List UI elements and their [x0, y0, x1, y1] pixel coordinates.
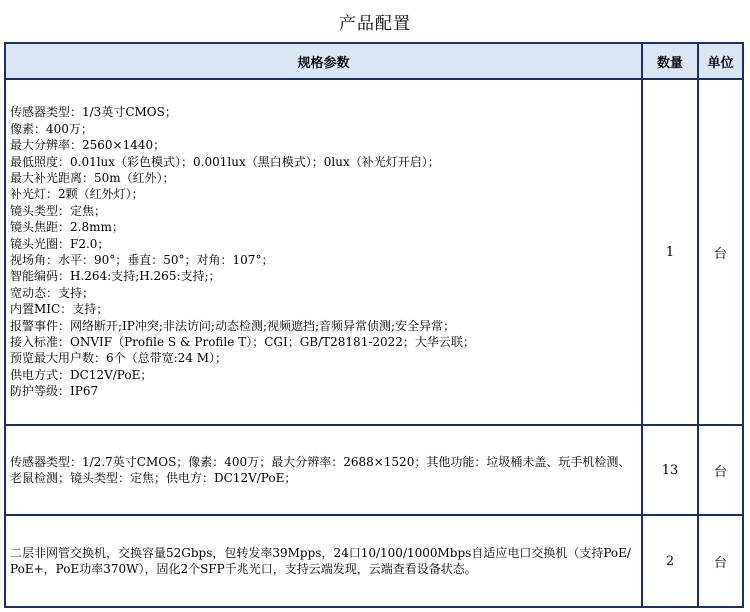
unit-cell: 台	[698, 425, 743, 515]
spec-line: 最大补光距离：50m（红外）；	[10, 170, 175, 185]
spec-line: 最大分辨率：2560×1440；	[10, 138, 166, 153]
spec-line: 内置MIC：支持；	[10, 302, 109, 317]
page-title: 产品配置	[339, 13, 411, 34]
spec-cell	[5, 425, 642, 515]
qty-cell: 13	[642, 425, 698, 515]
header-unit: 单位	[698, 43, 743, 79]
spec-line: 镜头焦距：2.8mm；	[10, 220, 124, 235]
spec-line: 视场角：水平：90°；垂直：50°；对角：107°；	[10, 253, 274, 267]
spec-line: 像素：400万；	[10, 121, 93, 136]
spec-line: 传感器类型：1/3英寸CMOS；	[10, 105, 177, 120]
spec-line: 最低照度：0.01lux（彩色模式）；0.001lux（黑白模式）；0lux（补光灯开启）；	[10, 154, 440, 169]
spec-cell	[5, 79, 642, 425]
spec-line: 镜头类型：定焦；	[10, 203, 107, 218]
spec-cell	[5, 515, 642, 607]
spec-line: 宽动态：支持；	[10, 285, 95, 300]
spec-line: 防护等级：IP67	[10, 384, 99, 399]
spec-text: 传感器类型：1/2.7英寸CMOS；像素：400万；最大分辨率：2688×1520；其他功能：垃圾桶未盖、玩手机检测、老鼠检测；镜头类型：定焦；供电方：DC12V/PoE；	[10, 454, 631, 485]
table-header-row	[5, 43, 743, 79]
header-qty: 数量	[642, 43, 698, 79]
table-row	[5, 425, 743, 515]
qty-cell: 1	[642, 79, 698, 425]
table-row	[5, 79, 743, 425]
spec-text: 二层非网管交换机，交换容量52Gbps，包转发率39Mpps，24口10/100/1000Mbps自适应电口交换机（支持PoE/PoE+，PoE功率370W），固化2个SFP千兆光口，支持云端发现，云端查看设备状态。	[10, 545, 631, 576]
spec-line: 供电方式：DC12V/PoE；	[10, 367, 153, 382]
unit-cell: 台	[698, 79, 743, 425]
table-row	[5, 515, 743, 607]
spec-line: 接入标准：ONVIF（Profile S & Profile T）；CGI；GB/T28181-2022；大华云联；	[10, 335, 475, 350]
spec-line: 镜头光圈：F2.0；	[10, 236, 110, 251]
product-config-table	[4, 42, 744, 608]
spec-line: 报警事件：网络断开;IP冲突;非法访问;动态检测;视频遮挡;音频异常侦测;安全异常；	[10, 318, 456, 333]
spec-line: 预览最大用户数：6个（总带宽:24 M）；	[10, 351, 228, 366]
spec-line: 补光灯：2颗（红外灯）；	[10, 187, 144, 202]
spec-line: 智能编码：H.264:支持;H.265:支持;；	[10, 269, 221, 284]
unit-cell: 台	[698, 515, 743, 607]
header-spec: 规格参数	[5, 43, 642, 79]
qty-cell: 2	[642, 515, 698, 607]
